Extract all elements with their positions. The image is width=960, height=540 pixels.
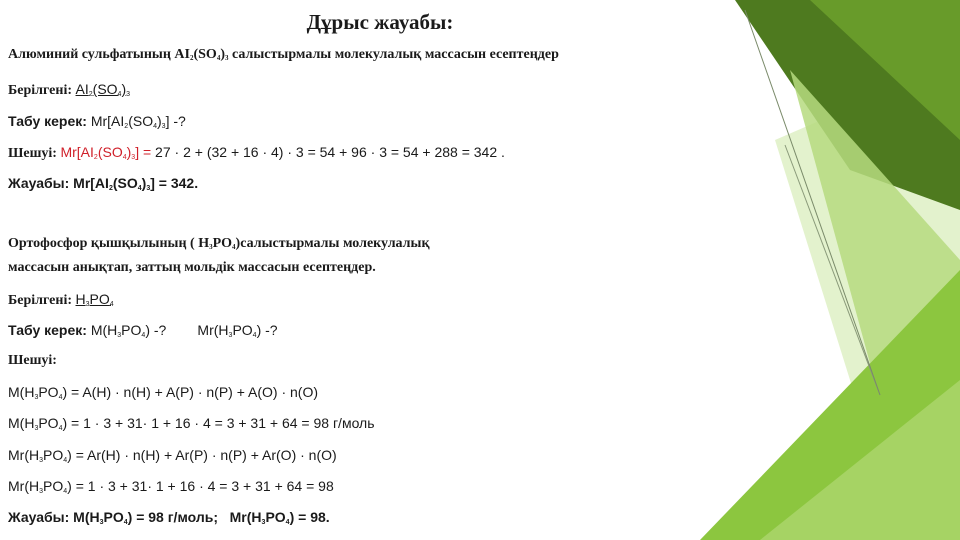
problem2-step: $Mr(H_3PO_4) = Ar(H) \cdot n(H) + Ar(P) \cdot n(P) + Ar(O) \cdot n(O)$ [8, 447, 337, 464]
green-shape-pale-bottom [760, 380, 960, 540]
decorative-thin-line [745, 10, 880, 395]
problem1-question-post: салыстырмалы молекулалық массасын есептеңдер [228, 47, 559, 62]
problem2-find [8, 322, 278, 338]
problem1-given-label: Берілгені: [8, 83, 76, 98]
problem1-answer: Жауабы: $Mr[AI_2(SO_4)_3] = 342$. [8, 175, 199, 192]
problem2-question-line2: массасын анықтап, заттың мольдік массасын есептеңдер. [8, 260, 376, 275]
problem1-solution-expr: $Mr[AI_2(SO_4)_3]$ = [60, 144, 152, 161]
problem1-solution-calc: 27 · 2 + (32 + 16 · 4) · 3 = 54 + 96 · 3 = 54 + 288 = 342 . [151, 144, 505, 160]
green-shape-dark-top [735, 0, 960, 210]
problem1-solution-label: Шешуі: [8, 146, 61, 161]
problem2-find-value: $M(H_3PO_4)$ -? $Mr(H_3PO_4)$ -? [90, 322, 278, 339]
problem1-solution [8, 144, 505, 162]
problem2-given-formula: $H_3PO_4$ [75, 291, 114, 308]
problem1-question-formula: $AI_2(SO_4)_3$ [174, 47, 229, 62]
problem1-find [8, 113, 186, 129]
problem2-step: $Mr(H_3PO_4) = 1 \cdot 3 + 31\cdot 1 + 16 \cdot 4 = 3 + 31 + 64 = 98$ [8, 478, 334, 495]
problem1-given [8, 81, 130, 99]
problem1-find-label: Табу керек: [8, 113, 91, 129]
problem2-question-line1: Ортофосфор қышқылының ( $H_3PO_4)салыстырмалы$ молекулалық [8, 236, 430, 251]
problem2-answer: Жауабы: $M(H_3PO_4) = 98$ г/моль; $Mr(H_3PO_4) = 98$. [8, 509, 330, 526]
problem2-find-label: Табу керек: [8, 322, 91, 338]
problem1-question [8, 47, 559, 63]
problem2-solution-label: Шешуі: [8, 353, 57, 368]
problem2-step: $M(H_3PO_4) = A(H) \cdot n(H) + A(P) \cdot n(P) + A(O) \cdot n(O)$ [8, 384, 319, 401]
decorative-thin-line [785, 145, 880, 395]
green-shape-bright-bottom [700, 270, 960, 540]
slide-title: Дұрыс жауабы: [306, 10, 454, 34]
problem1-find-value: $Mr[AI_2(SO_4)_3]$ -? [90, 113, 186, 130]
problem1-question-pre: Алюминий сульфатының [8, 47, 175, 62]
problem2-step: $M(H_3PO_4) = 1 \cdot 3 + 31\cdot 1 + 16 \cdot 4 = 3 + 31 + 64 = 98$ г/моль [8, 415, 375, 432]
green-shape-mid [810, 0, 960, 140]
green-shape-light-band [790, 70, 960, 400]
problem2-given-label: Берілгені: [8, 293, 76, 308]
problem2-given [8, 291, 114, 309]
problem1-given-formula: $AI_2(SO_4)_3$ [75, 81, 131, 98]
green-shape-pale-back [775, 60, 960, 540]
